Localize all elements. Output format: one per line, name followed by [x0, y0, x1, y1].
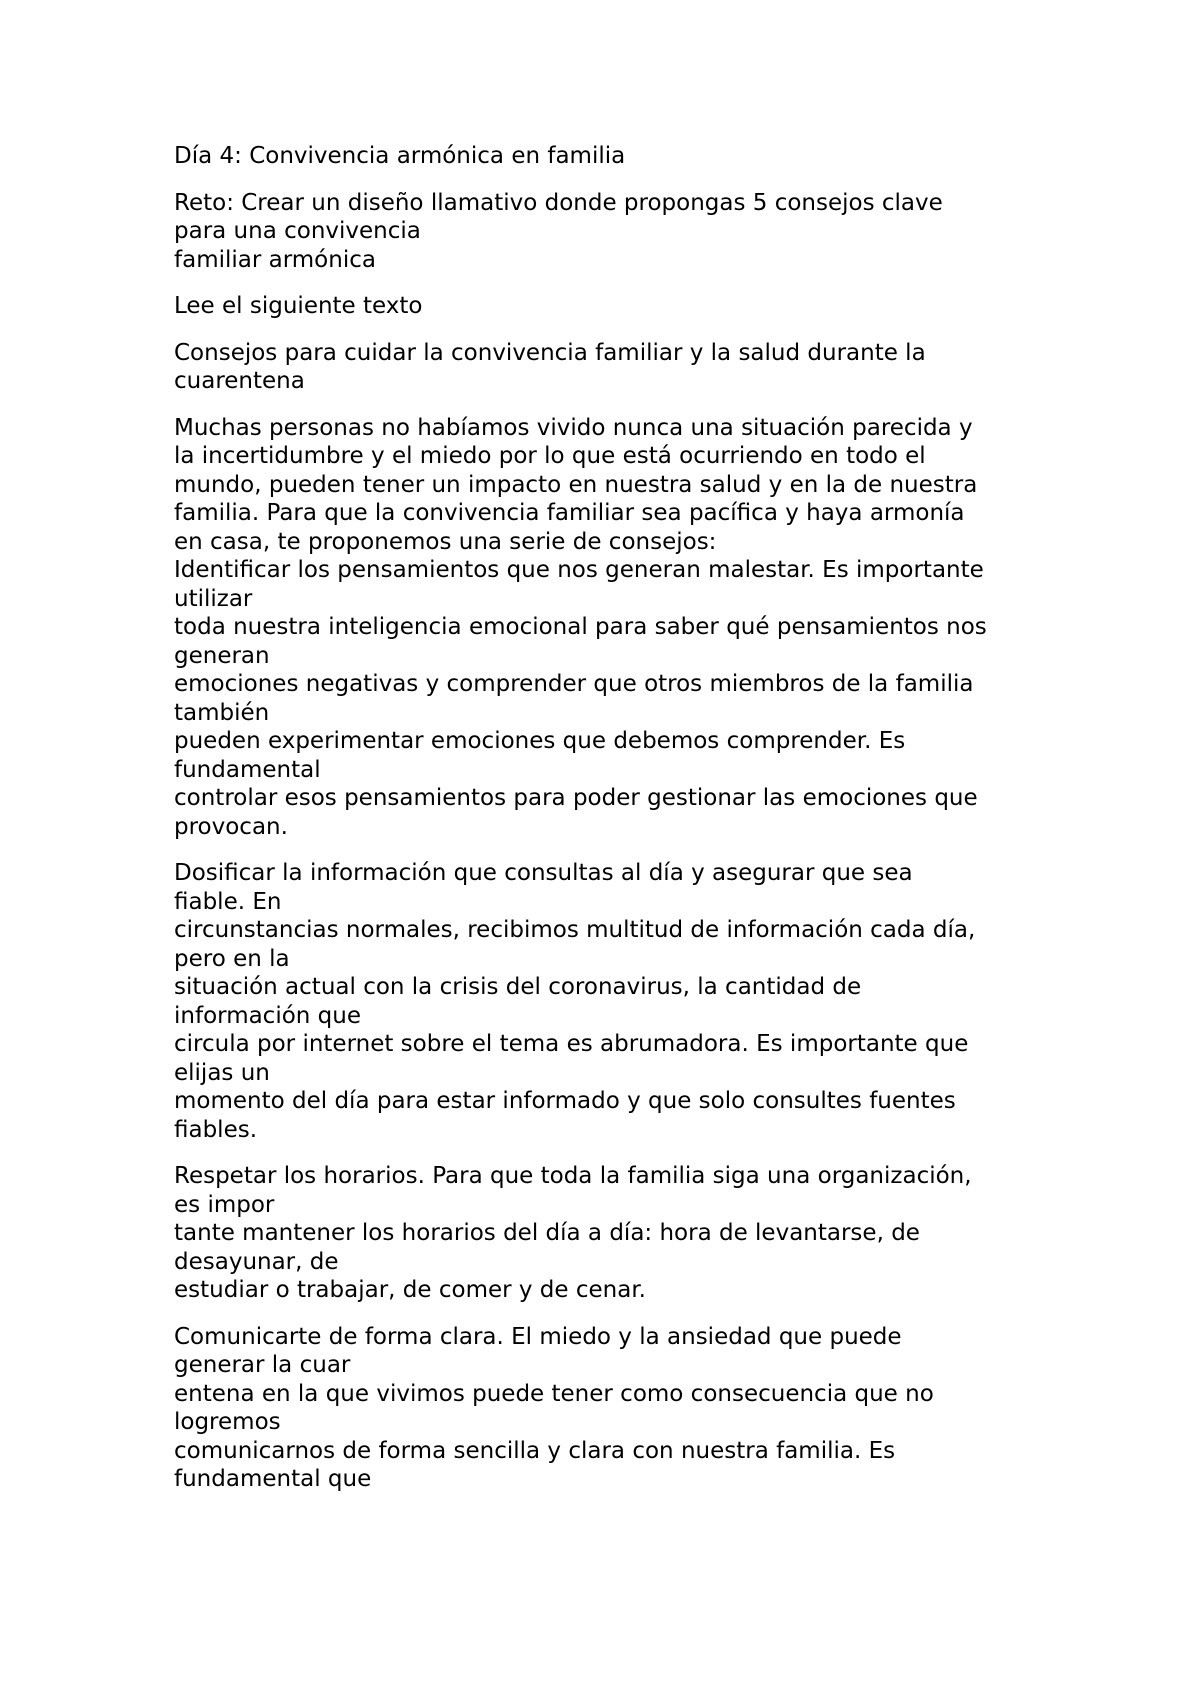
text-line: fiable. En — [174, 888, 282, 915]
intro-paragraph — [174, 414, 1054, 842]
tip-communication-paragraph — [174, 1323, 1054, 1494]
text-line: tante mantener los horarios del día a día: hora de levantarse, de — [174, 1220, 920, 1246]
text-line: pueden experimentar emociones que debemos comprender. Es — [174, 728, 906, 754]
instruction-paragraph — [174, 292, 1054, 321]
text-line: información que — [174, 1002, 362, 1029]
text-line: Dosificar la información que consultas al día y asegurar que sea — [174, 860, 913, 886]
text-line: entena en la que vivimos puede tener como consecuencia que no — [174, 1380, 934, 1407]
challenge-paragraph — [174, 189, 1054, 275]
text-line: comunicarnos de forma sencilla y clara con nuestra familia. Es — [174, 1437, 896, 1464]
text-line: fundamental que — [174, 1466, 372, 1492]
text-line: generar la cuar — [174, 1352, 351, 1378]
text-line: fundamental — [174, 756, 321, 783]
text-line: Muchas personas no habíamos vivido nunca una situación parecida y — [174, 414, 973, 441]
text-line: estudiar o trabajar, de comer y de cenar. — [174, 1277, 646, 1303]
section-heading — [174, 339, 1054, 396]
text-line: emociones negativas y comprender que otros miembros de la familia — [174, 671, 974, 697]
text-line: cuarentena — [174, 368, 305, 394]
text-line: controlar esos pensamientos para poder gestionar las emociones que — [174, 785, 978, 811]
text-line: momento del día para estar informado y que solo consultes fuentes — [174, 1088, 956, 1114]
tip-information-paragraph — [174, 859, 1054, 1144]
text-line: Respetar los horarios. Para que toda la familia siga una organización, — [174, 1163, 972, 1189]
text-line: circula por internet sobre el tema es abrumadora. Es importante que — [174, 1031, 969, 1057]
text-line: familia. Para que la convivencia familiar sea pacífica y haya armonía — [174, 500, 965, 526]
text-line: circunstancias normales, recibimos multitud de información cada día, — [174, 917, 976, 943]
text-line: Comunicarte de forma clara. El miedo y la ansiedad que puede — [174, 1323, 902, 1350]
text-line: Identificar los pensamientos que nos generan malestar. Es importante — [174, 557, 984, 583]
text-line: toda nuestra inteligencia emocional para saber qué pensamientos nos — [174, 614, 987, 640]
text-line: mundo, pueden tener un impacto en nuestra salud y en la de nuestra — [174, 471, 978, 498]
text-line: para una convivencia — [174, 218, 421, 244]
text-line: elijas un — [174, 1059, 270, 1086]
text-line: Día 4: Convivencia armónica en familia — [174, 143, 626, 169]
text-line: también — [174, 699, 270, 726]
tip-schedules-paragraph — [174, 1162, 1054, 1305]
text-line: Reto: Crear un diseño llamativo donde propongas 5 consejos clave — [174, 189, 943, 216]
document-body — [174, 142, 1054, 1512]
text-line: es impor — [174, 1191, 275, 1218]
text-line: situación actual con la crisis del coronavirus, la cantidad de — [174, 974, 862, 1000]
text-line: familiar armónica — [174, 246, 376, 273]
text-line: provocan. — [174, 813, 288, 840]
text-line: pero en la — [174, 945, 290, 972]
text-line: Lee el siguiente texto — [174, 293, 423, 319]
text-line: la incertidumbre y el miedo por lo que está ocurriendo en todo el — [174, 443, 926, 469]
document-title — [174, 142, 1054, 171]
text-line: generan — [174, 642, 270, 669]
text-line: en casa, te proponemos una serie de consejos: — [174, 528, 717, 555]
text-line: fiables. — [174, 1116, 258, 1143]
text-line: desayunar, de — [174, 1248, 339, 1275]
text-line: Consejos para cuidar la convivencia familiar y la salud durante la — [174, 339, 926, 366]
text-line: utilizar — [174, 585, 253, 612]
text-line: logremos — [174, 1409, 281, 1435]
